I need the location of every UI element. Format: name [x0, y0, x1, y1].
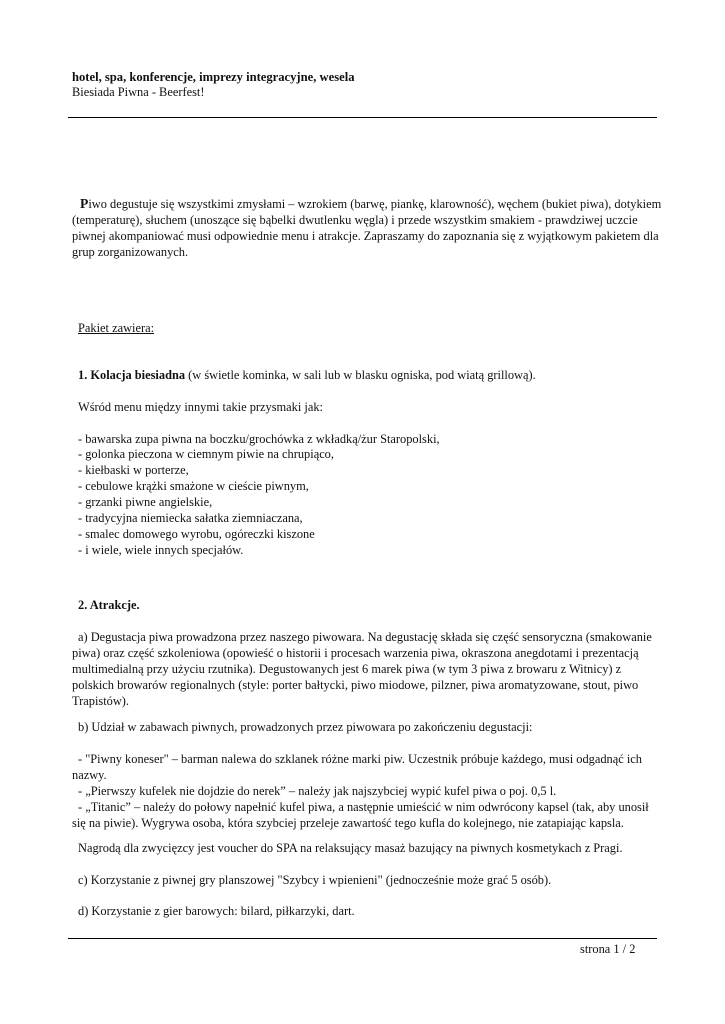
attraction-b: b) Udział w zabawach piwnych, prowadzonych przez piwowara po zakończeniu degustacji:: [78, 720, 533, 734]
intro-paragraph: [72, 196, 662, 260]
header-subtitle: Biesiada Piwna - Beerfest!: [72, 85, 205, 99]
section1-title: 1. Kolacja biesiadna: [78, 368, 186, 382]
menu-item: - golonka pieczona w ciemnym piwie na chrupiąco,: [78, 447, 334, 461]
package-heading: Pakiet zawiera:: [78, 321, 155, 335]
attraction-d: d) Korzystanie z gier barowych: bilard, piłkarzyki, dart.: [78, 904, 355, 918]
attraction-a: a) Degustacja piwa prowadzona przez naszego piwowara. Na degustację składa się część sensoryczna (smakowanie piwa) oraz część szkoleniowa (opowieść o historii i procesach warzenia piwa, okraszona anegdotami i prezentacją multimedialną przy użyciu rzutnika). Degustowanych jest 6 marek piwa (w tym 3 piwa z browaru z Witnicy) z polskich browarów regionalnych (style: porter bałtycki, piwo miodowe, pilzner, piwa aromatyzowane, stout, piwo Trapistów).: [72, 630, 652, 708]
bottom-divider: [68, 938, 657, 939]
menu-item: - grzanki piwne angielskie,: [78, 495, 213, 509]
section1-title-rest: (w świetle kominka, w sali lub w blasku ogniska, pod wiatą grillową).: [185, 368, 536, 382]
menu-item: - bawarska zupa piwna na boczku/grochówka z wkładką/żur Staropolski,: [78, 432, 440, 446]
section2-title: 2. Atrakcje.: [78, 598, 140, 612]
menu-intro: Wśród menu między innymi takie przysmaki jak:: [78, 400, 323, 414]
section1-heading: [78, 367, 536, 383]
intro-lead-letter: P: [80, 196, 89, 211]
header-title: hotel, spa, konferencje, imprezy integracyjne, wesela: [72, 70, 355, 84]
game-item: - „Titanic” – należy do połowy napełnić kufel piwa, a następnie umieścić w nim odwrócony kapsel (tak, aby unosił się na piwie). Wygrywa osoba, która szybciej przeleje zawartość tego kufla do kolejnego, nie zatapiając kapsla.: [72, 800, 649, 830]
menu-item: - tradycyjna niemiecka sałatka ziemniaczana,: [78, 511, 303, 525]
game-item: - „Pierwszy kufelek nie dojdzie do nerek” – należy jak najszybciej wypić kufel piwa o poj. 0,5 l.: [78, 784, 557, 798]
top-divider: [68, 117, 657, 118]
menu-item: - smalec domowego wyrobu, ogóreczki kiszone: [78, 527, 315, 541]
game-item: - "Piwny koneser" – barman nalewa do szklanek różne marki piw. Uczestnik próbuje każdego, musi odgadnąć ich nazwy.: [72, 752, 642, 782]
attraction-c: c) Korzystanie z piwnej gry planszowej "Szybcy i wpienieni" (jednocześnie może grać 5 osób).: [78, 873, 552, 887]
prize-text: Nagrodą dla zwycięzcy jest voucher do SPA na relaksujący masaż bazujący na piwnych kosmetykach z Pragi.: [78, 841, 623, 855]
menu-item: - i wiele, wiele innych specjałów.: [78, 543, 244, 557]
menu-item: - kiełbaski w porterze,: [78, 463, 189, 477]
menu-item: - cebulowe krążki smażone w cieście piwnym,: [78, 479, 309, 493]
intro-text: iwo degustuje się wszystkimi zmysłami – wzrokiem (barwę, piankę, klarowność), węchem (bukiet piwa), dotykiem (temperaturę), słuchem (unoszące się bąbelki dwutlenku węgla) i przede wszystkim smakiem - prawdziwej uczcie piwnej akompaniować musi odpowiednie menu i atrakcje. Zapraszamy do zapoznania się z wyjątkowym pakietem dla grup zorganizowanych.: [72, 197, 662, 259]
page-number: strona 1 / 2: [580, 942, 636, 956]
